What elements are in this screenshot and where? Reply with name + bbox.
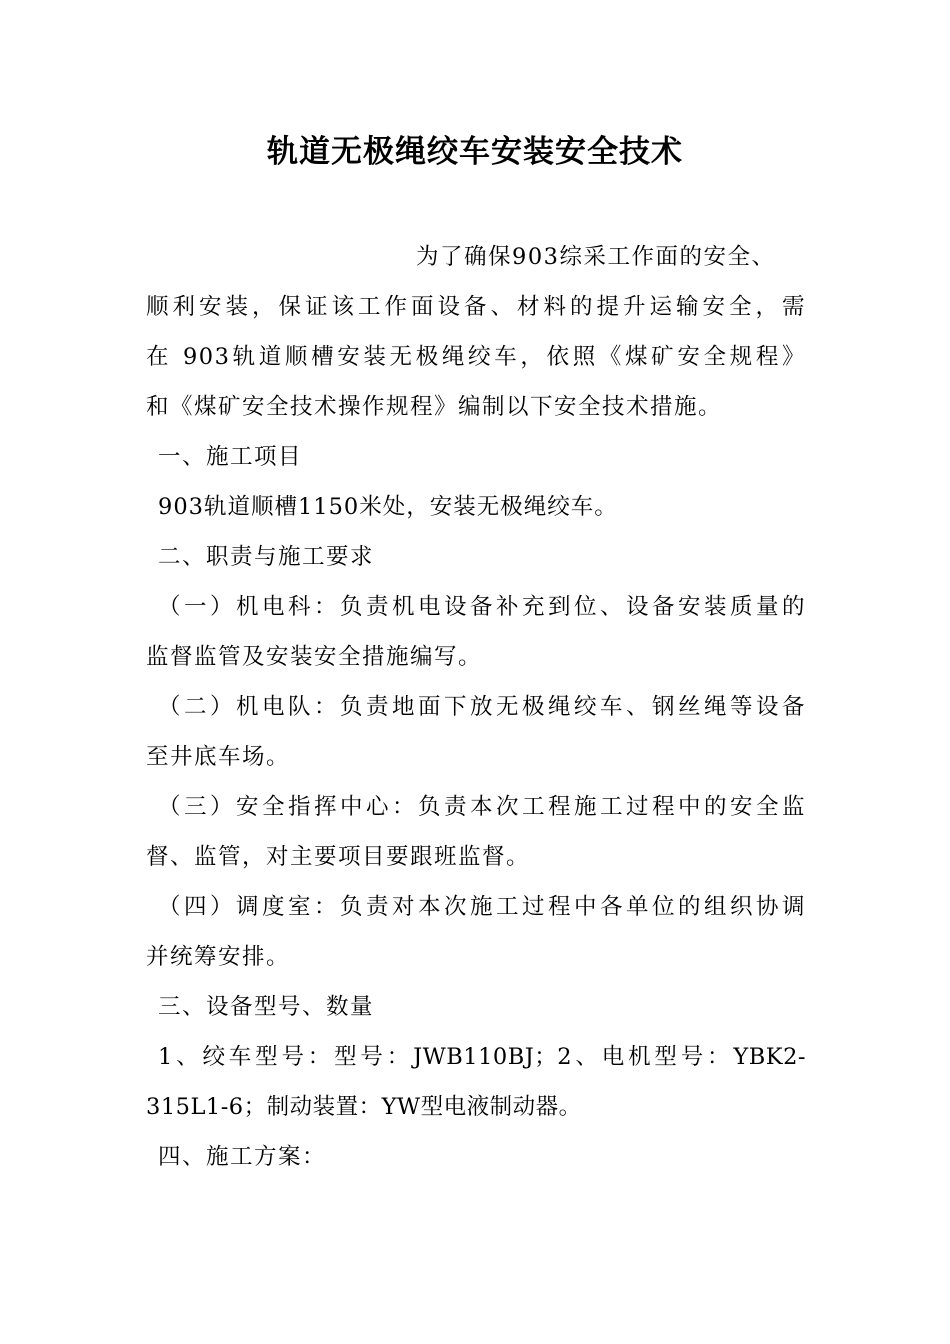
paragraph-line: 为了确保903综采工作面的安全、 (416, 244, 776, 270)
paragraph-line: 督、监管，对主要项目要跟班监督。 (146, 844, 531, 870)
paragraph-line: 并统筹安排。 (146, 944, 291, 970)
section-heading: 四、施工方案： (158, 1144, 327, 1170)
paragraph-line: 903轨道顺槽1150米处，安装无极绳绞车。 (158, 494, 618, 520)
section-heading: 三、设备型号、数量 (158, 994, 375, 1020)
paragraph-line: 1、绞车型号：型号：JWB110BJ；2、电机型号：YBK2- (158, 1044, 806, 1070)
paragraph-line: 在 903轨道顺槽安装无极绳绞车，依照《煤矿安全规程》 (146, 344, 806, 370)
paragraph-line: （二）机电队：负责地面下放无极绳绞车、钢丝绳等设备 (158, 694, 806, 720)
section-heading: 一、施工项目 (158, 444, 303, 470)
paragraph-line: （三）安全指挥中心：负责本次工程施工过程中的安全监 (158, 794, 806, 820)
paragraph-line: （一）机电科：负责机电设备补充到位、设备安装质量的 (158, 594, 806, 620)
paragraph-line: 和《煤矿安全技术操作规程》编制以下安全技术措施。 (146, 394, 723, 420)
paragraph-line: （四）调度室：负责对本次施工过程中各单位的组织协调 (158, 894, 806, 920)
paragraph-line: 315L1-6；制动装置：YW型电液制动器。 (146, 1094, 582, 1120)
document-title: 轨道无极绳绞车安装安全技术 (267, 134, 683, 170)
paragraph-line: 监督监管及安装安全措施编写。 (146, 644, 483, 670)
paragraph-line: 顺利安装，保证该工作面设备、材料的提升运输安全，需 (146, 294, 806, 320)
paragraph-line: 至井底车场。 (146, 744, 291, 770)
section-heading: 二、职责与施工要求 (158, 544, 375, 570)
